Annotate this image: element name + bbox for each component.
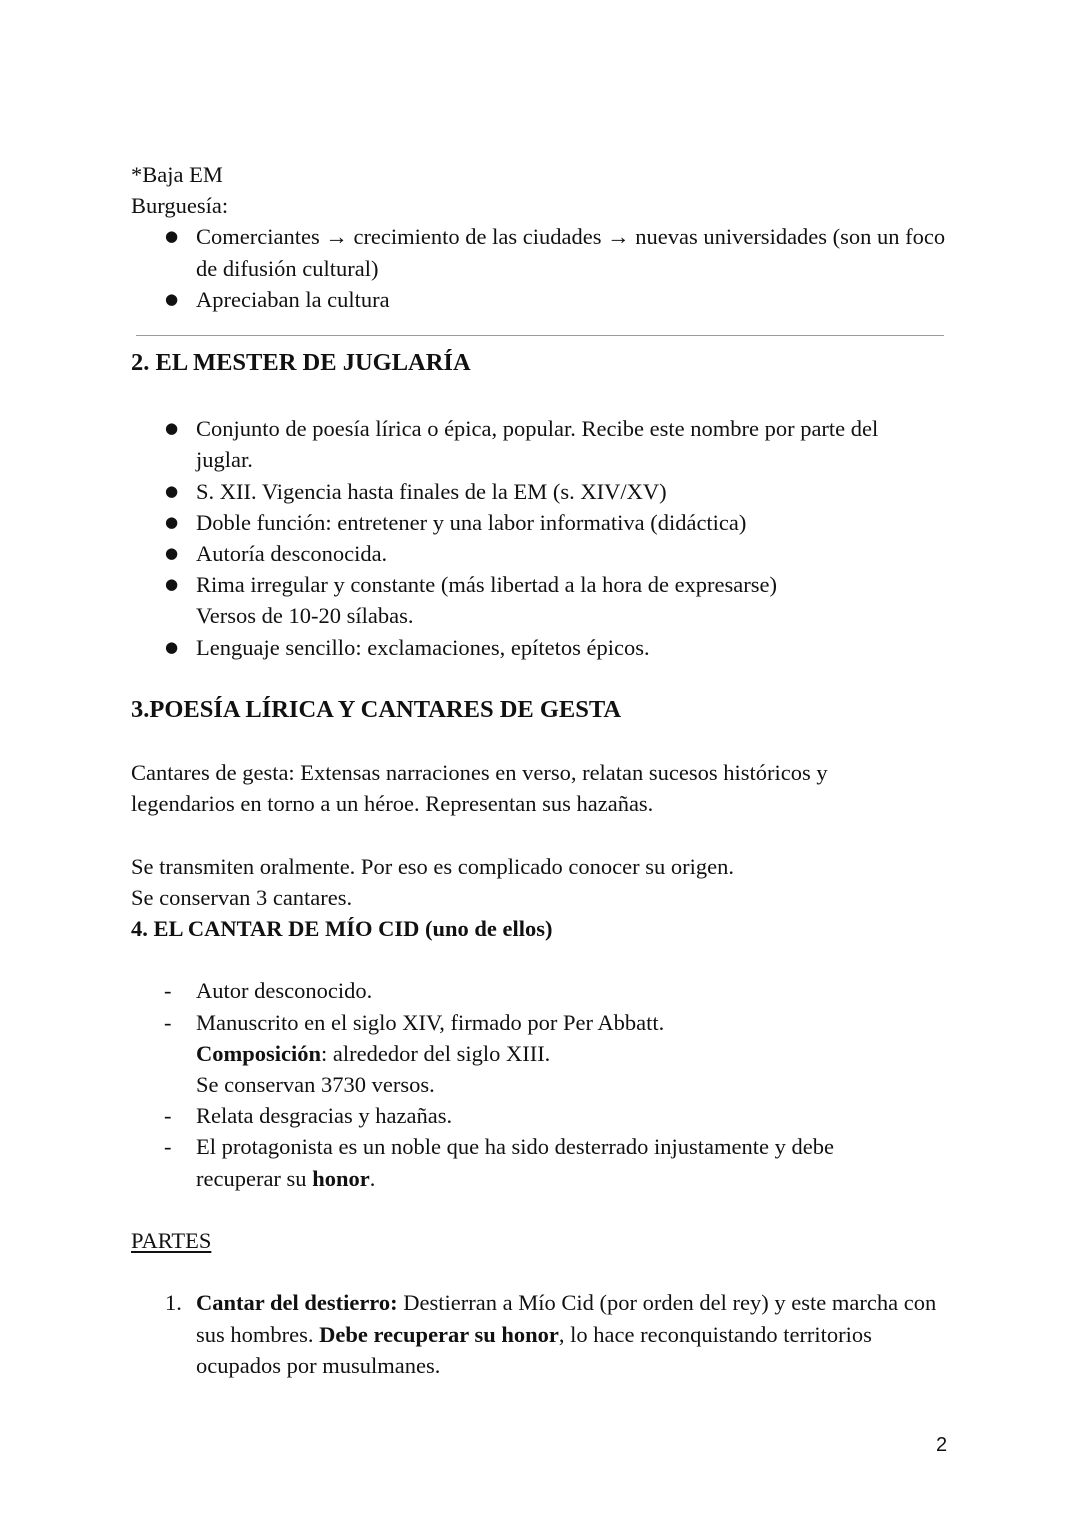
paragraph: Se transmiten oralmente. Por eso es complicado conocer su origen. [131,853,734,879]
list-item: ● Doble función: entretener y una labor informativa (didáctica) [131,507,951,538]
list-item: ● Lenguaje sencillo: exclamaciones, epítetos épicos. [131,632,951,663]
section4-dash-list [131,975,951,1193]
page-number: 2 [936,1434,948,1456]
list-item [131,1131,901,1193]
list-item: ● Comerciantes → crecimiento de las ciudades → nuevas universidades (son un foco de difusión cultural) [131,221,951,283]
section-title: 4. EL CANTAR DE MÍO CID (uno de ellos) [131,916,553,942]
composicion-line [196,1038,951,1069]
honor-phrase: Debe recuperar su honor [319,1321,559,1347]
paragraph: Se conservan 3 cantares. [131,884,353,910]
document-page [131,159,951,1381]
protagonista-end: . [369,1165,376,1191]
list-item [131,1007,951,1101]
list-item: ● Autoría desconocida. [131,538,951,569]
partes-heading: PARTES [131,1228,212,1254]
list-number: 1. [165,1290,182,1316]
cantar-text: Destierran a Mío Cid (por orden del rey) y este marcha con sus hombres. [196,1290,937,1347]
composicion-text: : alrededor del siglo XIII. [321,1040,551,1066]
versos-line: Se conservan 3730 versos. [196,1072,435,1098]
list-item: ● Apreciaban la cultura [131,284,951,315]
partes-list [131,1287,951,1381]
list-item: - Relata desgracias y hazañas. [131,1100,951,1131]
list-item: - Autor desconocido. [131,975,951,1006]
intro-subheading: Burguesía: [131,193,229,219]
section2-bullet-list [131,413,951,663]
paragraph: Cantares de gesta: Extensas narraciones en verso, relatan sucesos históricos y legendarios en torno a un héroe. Representan sus hazañas. [131,760,828,817]
protagonista-text: El protagonista es un noble que ha sido desterrado injustamente y debe recuperar su [196,1134,834,1191]
manuscrito-line: - Manuscrito en el siglo XIV, firmado por Per Abbatt. [196,1009,665,1035]
composicion-label: Composición [196,1040,322,1066]
cantar-text-end: , lo hace reconquistando territorios ocupados por musulmanes. [196,1321,872,1378]
intro-heading: *Baja EM [131,162,223,187]
intro-bullet-list [131,221,951,315]
list-item: ● S. XII. Vigencia hasta finales de la EM (s. XIV/XV) [131,476,951,507]
section-title: 2. EL MESTER DE JUGLARÍA [131,349,471,377]
versos-line: Versos de 10-20 sílabas. [196,603,414,629]
list-item [131,1287,951,1381]
honor-bold: honor [312,1165,370,1191]
section-title: 3.POESÍA LÍRICA Y CANTARES DE GESTA [131,695,622,723]
list-item: ● Conjunto de poesía lírica o épica, popular. Recibe este nombre por parte del juglar. [131,413,926,475]
cantar-label: Cantar del destierro: [196,1290,398,1316]
rima-line: ● Rima irregular y constante (más libertad a la hora de expresarse) [196,572,778,598]
list-item [131,569,951,631]
